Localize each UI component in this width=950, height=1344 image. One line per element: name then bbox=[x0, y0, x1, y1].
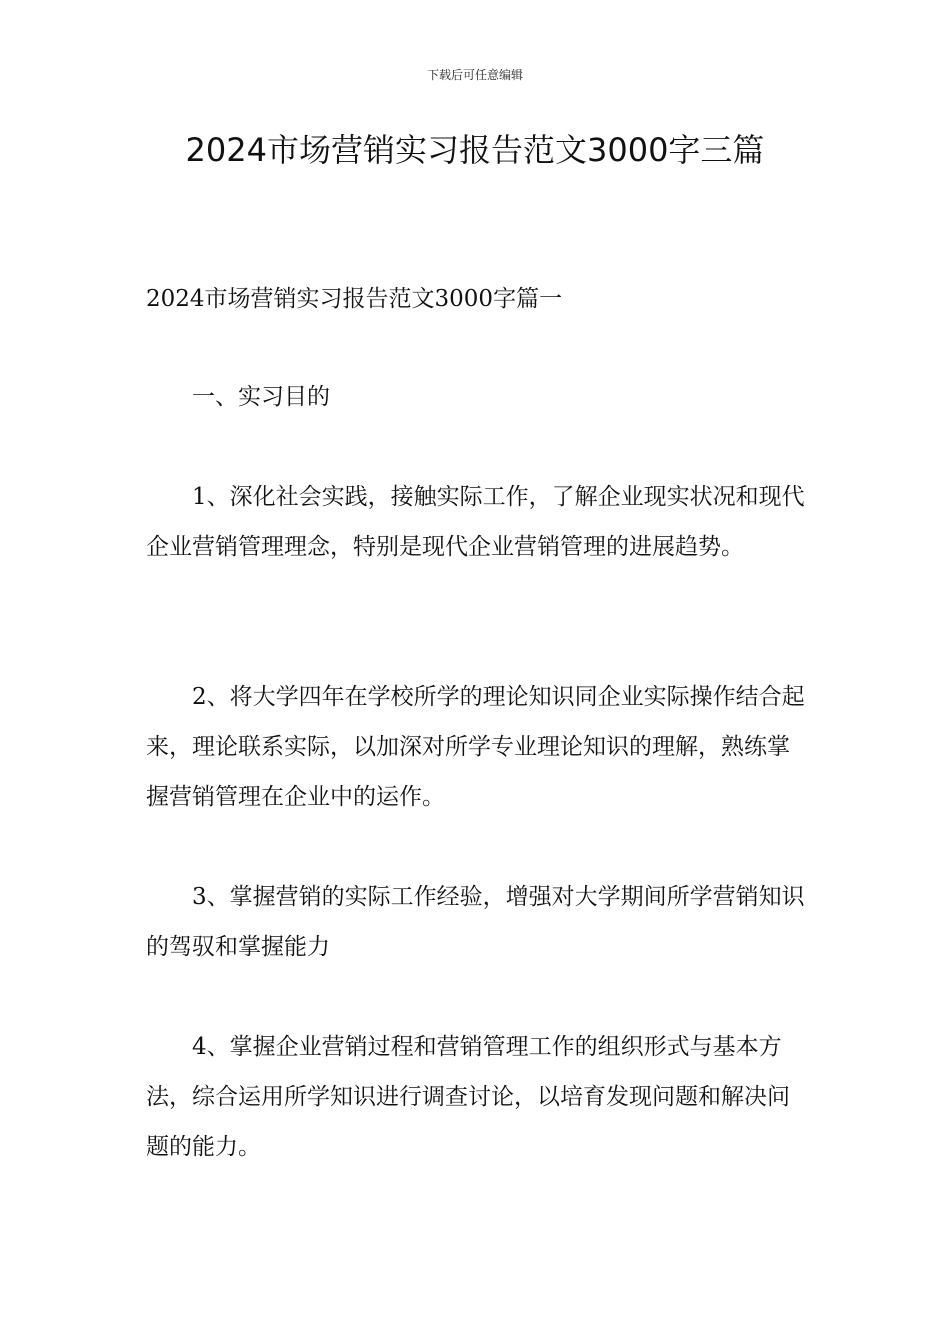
document-title: 2024市场营销实习报告范文3000字三篇 bbox=[185, 131, 765, 169]
header-note: 下载后可任意编辑 bbox=[426, 68, 523, 82]
subheading: 一、实习目的 bbox=[192, 384, 330, 410]
paragraph-item-2: 2、将大学四年在学校所学的理论知识同企业实际操作结合起来，理论联系实际，以加深对所学专业理论知识的理解，熟练掌握营销管理在企业中的运作。 bbox=[146, 684, 805, 810]
paragraph-item-3: 3、掌握营销的实际工作经验，增强对大学期间所学营销知识的驾驭和掌握能力 bbox=[146, 884, 805, 960]
section-heading: 2024市场营销实习报告范文3000字篇一 bbox=[146, 286, 563, 312]
paragraph-item-4: 4、掌握企业营销过程和营销管理工作的组织形式与基本方法，综合运用所学知识进行调查讨论，以培育发现问题和解决问题的能力。 bbox=[146, 1034, 790, 1160]
paragraph-item-1: 1、深化社会实践，接触实际工作，了解企业现实状况和现代企业营销管理理念，特别是现代企业营销管理的进展趋势。 bbox=[146, 484, 805, 560]
